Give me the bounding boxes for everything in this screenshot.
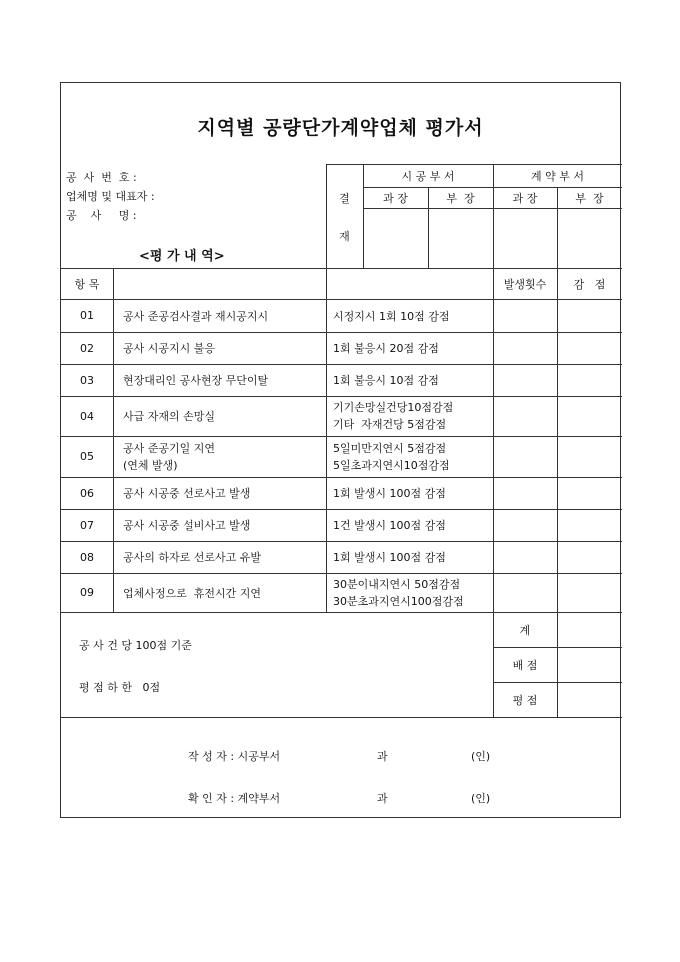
criteria-line-1: 기기손망실건당10점감점: [333, 401, 454, 414]
row-criteria: [333, 436, 450, 477]
section-chief-1: 과 장: [383, 191, 408, 205]
dept-head-2: 부 장: [575, 191, 604, 205]
row-number: 05: [80, 450, 94, 463]
section-chief-2: 과 장: [512, 191, 538, 205]
row-item: 공사 시공중 설비사고 발생: [123, 519, 251, 532]
row-item: 공사 준공검사결과 재시공지시: [123, 309, 269, 323]
confirmer-seal: (인): [471, 792, 491, 805]
approval-label-b: 재: [339, 229, 350, 243]
row-number: 09: [80, 586, 94, 599]
scoring-floor: 평 점 하 한 0점: [79, 681, 161, 694]
company-rep-label: 업체명 및 대표자 :: [66, 190, 155, 203]
total-label: 계: [519, 623, 531, 637]
row-item: 업체사정으로 휴전시간 지연: [123, 586, 262, 600]
scoring-base: 공 사 건 당 100점 기준: [79, 639, 192, 652]
row-number: 02: [80, 341, 94, 355]
construction-dept-header: 시 공 부 서: [401, 169, 455, 183]
row-item: 사급 자재의 손망실: [123, 410, 216, 423]
criteria-line-2: 기타 자재건당 5점감점: [333, 418, 447, 431]
criteria-line-2: 5일초과지연시10점감점: [333, 458, 450, 472]
author-division: 과: [377, 750, 388, 763]
dept-head-1: 부 장: [446, 191, 475, 205]
table-col-line: [557, 268, 558, 717]
table-col-line: [326, 268, 327, 612]
allocated-label: 배 점: [512, 658, 538, 672]
project-number-label: 공 사 번 호 :: [66, 171, 137, 184]
table-line: [61, 717, 622, 718]
approval-label-a: 결: [339, 191, 350, 205]
confirmer-division: 과: [377, 792, 388, 805]
row-criteria: [333, 573, 464, 612]
occurrences-header: 발생횟수: [503, 277, 547, 291]
item-line-2: (연체 발생): [123, 458, 178, 472]
row-criteria: 시정지시 1회 10점 감점: [333, 309, 450, 323]
row-item: 공사 시공지시 불응: [123, 342, 216, 355]
criteria-line-1: 5일미만지연시 5점감점: [333, 441, 447, 455]
row-criteria: 1회 발생시 100점 감점: [333, 551, 446, 564]
page-title: 지역별 공량단가계약업체 평가서: [197, 117, 484, 139]
contract-dept-header: 계 약 부 서: [531, 169, 584, 183]
row-item: 공사 시공중 선로사고 발생: [123, 487, 251, 500]
row-number: 08: [80, 550, 94, 564]
author-label: 작 성 자 : 시공부서: [188, 750, 281, 763]
criteria-line-2: 30분초과지연시100점감점: [333, 594, 464, 608]
row-number: 07: [80, 518, 94, 532]
table-col-line: [113, 268, 114, 612]
project-name-label: 공 사 명 :: [66, 209, 137, 222]
row-item: [123, 436, 215, 477]
item-header: 항 목: [74, 277, 100, 291]
row-criteria: 1회 불응시 10점 감점: [333, 374, 439, 387]
score-label: 평 점: [512, 693, 538, 707]
item-line-1: 공사 준공기일 지연: [123, 441, 216, 455]
author-seal: (인): [471, 750, 491, 763]
row-item: 현장대리인 공사현장 무단이탈: [123, 374, 269, 387]
row-number: 01: [80, 309, 94, 322]
deduction-header: 감 점: [573, 277, 606, 291]
evaluation-form: [60, 82, 621, 818]
approval-left-border: [326, 164, 327, 268]
row-criteria: [333, 396, 453, 436]
row-criteria: 1회 불응시 20점 감점: [333, 342, 439, 355]
row-item: 공사의 하자로 선로사고 유발: [123, 551, 262, 564]
row-number: 04: [80, 409, 94, 423]
confirmer-label: 확 인 자 : 계약부서: [188, 792, 281, 805]
criteria-line-1: 30분이내지연시 50점감점: [333, 577, 461, 591]
row-number: 03: [80, 373, 94, 387]
row-number: 06: [80, 486, 94, 500]
evaluation-subtitle: <평 가 내 역>: [139, 249, 225, 264]
row-criteria: 1건 발생시 100점 감점: [333, 519, 446, 532]
row-criteria: 1회 발생시 100점 감점: [333, 487, 446, 500]
